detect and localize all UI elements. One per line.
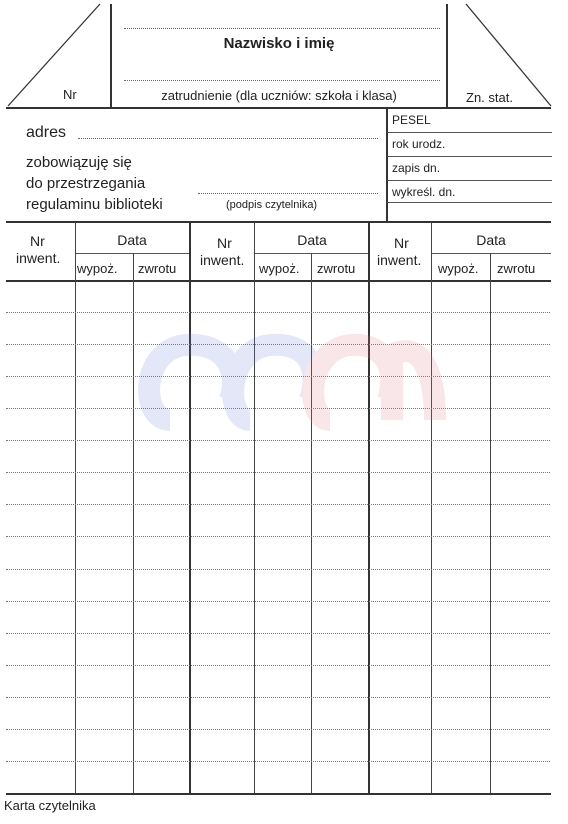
side-field-pesel: PESEL bbox=[392, 113, 431, 127]
pledge-line-2: do przestrzegania bbox=[26, 175, 146, 192]
g1-nr-label: Nr bbox=[30, 233, 45, 249]
pledge-line-3: regulaminu biblioteki bbox=[26, 196, 163, 213]
table-row bbox=[6, 504, 550, 505]
table-row bbox=[6, 601, 550, 602]
col-line-7 bbox=[431, 222, 432, 794]
g1-wypoz-label: wypoż. bbox=[77, 261, 118, 276]
watermark-logo bbox=[130, 310, 450, 460]
g3-nr-label: Nr bbox=[394, 235, 409, 251]
footer-caption: Karta czytelnika bbox=[4, 798, 96, 813]
nr-label: Nr bbox=[63, 87, 77, 102]
side-fields-divider bbox=[386, 108, 388, 222]
g2-wypoz-label: wypoż. bbox=[259, 261, 300, 276]
col-line-3 bbox=[189, 222, 191, 794]
g2-zwrotu-label: zwrotu bbox=[317, 261, 356, 276]
table-row bbox=[6, 665, 550, 666]
header-bottom-rule bbox=[6, 107, 551, 109]
table-row bbox=[6, 536, 550, 537]
employment-label: zatrudnienie (dla uczniów: szkoła i klasa) bbox=[161, 88, 397, 103]
side-field-registered: zapis dn. bbox=[392, 161, 441, 175]
g3-data-label: Data bbox=[476, 232, 506, 248]
g3-zwrotu-label: zwrotu bbox=[497, 261, 536, 276]
table-row bbox=[6, 761, 550, 762]
table-header-rule bbox=[6, 280, 551, 282]
adres-dotted-line bbox=[78, 138, 378, 139]
table-row bbox=[6, 697, 550, 698]
g2-data-label: Data bbox=[297, 232, 327, 248]
status-label: Zn. stat. bbox=[466, 90, 513, 105]
table-row bbox=[6, 633, 550, 634]
name-label: Nazwisko i imię bbox=[223, 35, 335, 52]
col-line-6 bbox=[368, 222, 370, 794]
g2-inwent-label: inwent. bbox=[200, 252, 245, 268]
adres-label: adres bbox=[26, 124, 67, 141]
g3-wypoz-label: wypoż. bbox=[438, 261, 479, 276]
side-field-rule-4 bbox=[387, 202, 552, 203]
table-bottom-rule bbox=[6, 793, 551, 795]
table-row bbox=[6, 729, 550, 730]
name-dotted-line bbox=[124, 28, 440, 29]
table-row bbox=[6, 472, 550, 473]
g3-inwent-label: inwent. bbox=[377, 252, 422, 268]
g3-data-rule bbox=[432, 253, 551, 254]
header-divider-right bbox=[446, 4, 448, 107]
address-bottom-rule bbox=[6, 221, 551, 223]
side-field-rule-2 bbox=[387, 156, 552, 157]
signature-label: (podpis czytelnika) bbox=[226, 199, 318, 211]
col-line-8 bbox=[490, 253, 491, 794]
side-field-birth-year: rok urodz. bbox=[392, 137, 446, 151]
col-line-4 bbox=[254, 222, 255, 794]
signature-dotted-line bbox=[198, 193, 378, 194]
g2-nr-label: Nr bbox=[217, 235, 232, 251]
side-field-rule-3 bbox=[387, 180, 552, 181]
col-line-1 bbox=[75, 222, 76, 794]
table-row bbox=[6, 569, 550, 570]
side-field-removed: wykreśl. dn. bbox=[392, 185, 456, 199]
side-field-rule-1 bbox=[387, 132, 552, 133]
pledge-line-1: zobowiązuję się bbox=[26, 154, 132, 171]
employment-dotted-line bbox=[124, 80, 440, 81]
g1-data-label: Data bbox=[117, 232, 147, 248]
g1-zwrotu-label: zwrotu bbox=[138, 261, 177, 276]
g1-inwent-label: inwent. bbox=[16, 250, 61, 266]
